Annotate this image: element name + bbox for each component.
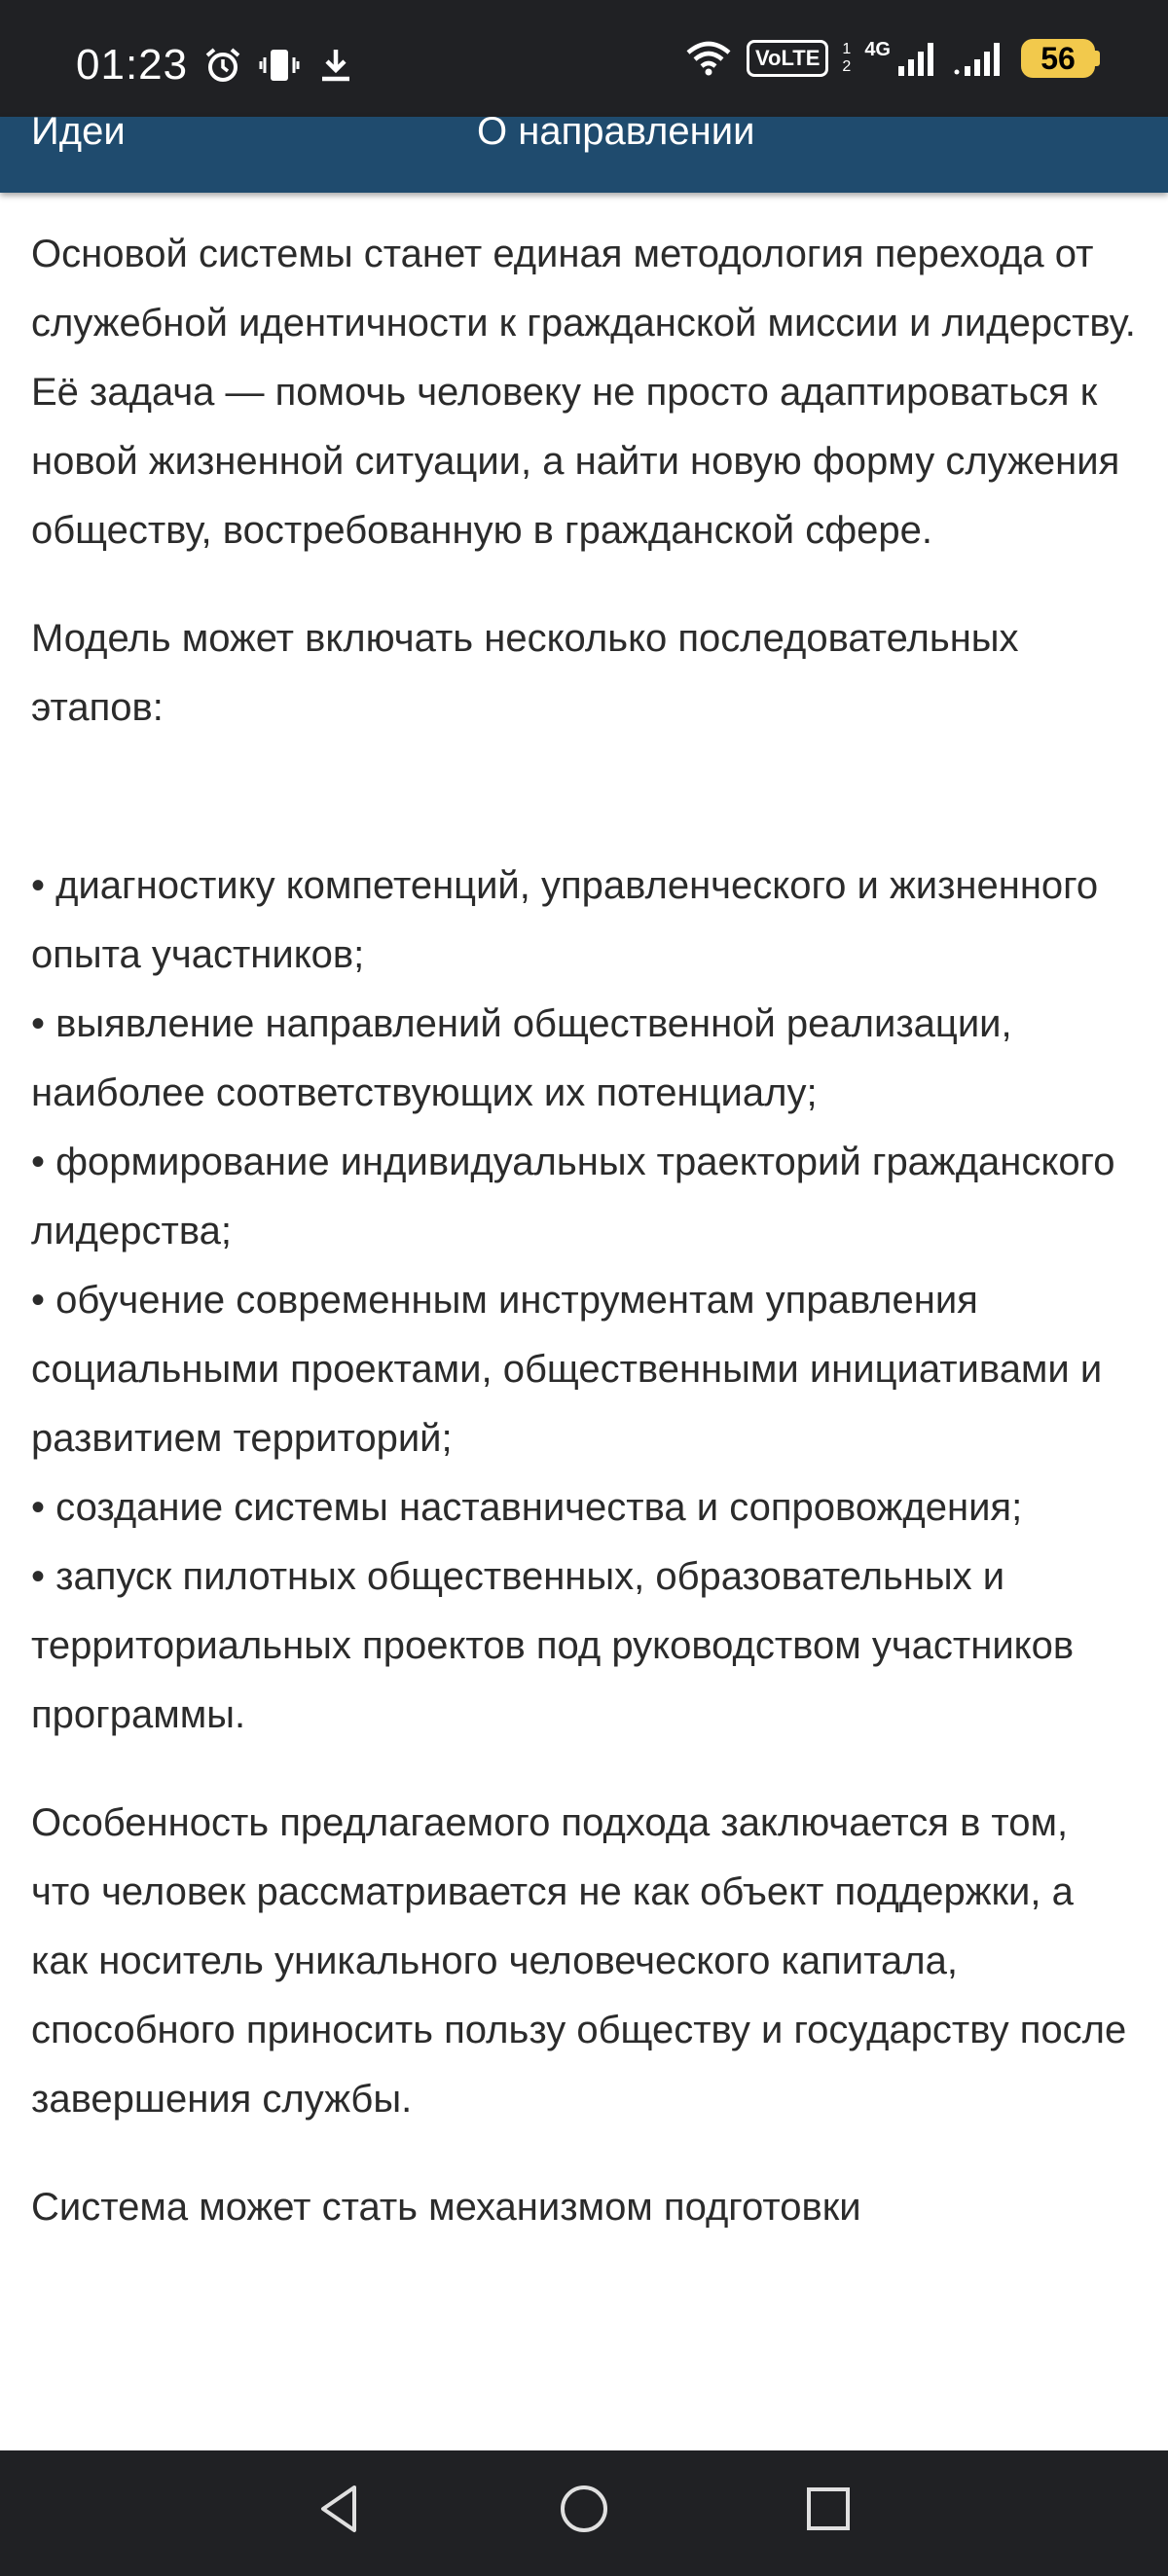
navigation-bar bbox=[0, 2450, 1168, 2576]
status-left bbox=[76, 41, 355, 90]
sim-number-2: 2 bbox=[842, 58, 852, 75]
article-content bbox=[31, 220, 1137, 2449]
recents-icon[interactable] bbox=[801, 2480, 856, 2543]
battery-level: 56 bbox=[1021, 39, 1095, 78]
list-item: • диагностику компетенций, управленческого и жизненного опыта участников; bbox=[31, 864, 1099, 976]
signal-icon-2 bbox=[953, 39, 1007, 78]
blank-line bbox=[31, 781, 1137, 852]
battery-icon bbox=[1021, 39, 1100, 78]
network-type: 4G bbox=[864, 38, 891, 60]
alarm-icon bbox=[203, 46, 242, 85]
paragraph-model-stages: Модель может включать несколько последовательных этапов: bbox=[31, 617, 1019, 729]
paragraph-approach: Особенность предлагаемого подхода заключается в том, что человек рассматривается не как объект поддержки, а как носитель уникального человеческого капитала, способного приносить пользу обществу и государству после завершения службы. bbox=[31, 1801, 1127, 2121]
tab-ideas[interactable]: Идеи bbox=[31, 117, 126, 153]
download-icon bbox=[316, 46, 355, 85]
vibrate-icon bbox=[258, 46, 301, 85]
list-item: • запуск пилотных общественных, образовательных и территориальных проектов под руководством участников программы. bbox=[31, 1555, 1075, 1736]
stage-list bbox=[31, 852, 1137, 1750]
list-item: • выявление направлений общественной реализации, наиболее соответствующих их потенциалу; bbox=[31, 1002, 1012, 1114]
status-right bbox=[684, 39, 1100, 78]
volte-badge: VoLTE bbox=[747, 40, 828, 77]
app-bar bbox=[0, 117, 1168, 193]
sim-number-1: 1 bbox=[842, 41, 852, 57]
tab-about[interactable]: О направлении bbox=[477, 117, 755, 153]
list-item: • формирование индивидуальных траекторий гражданского лидерства; bbox=[31, 1141, 1115, 1252]
wifi-icon bbox=[684, 39, 733, 78]
sim-numbers bbox=[842, 41, 851, 76]
list-item: • обучение современным инструментам управления социальными проектами, общественными инициативами и развитием территорий; bbox=[31, 1279, 1103, 1460]
paragraph-methodology: Основой системы станет единая методология перехода от служебной идентичности к гражданской миссии и лидерству. Её задача — помочь человеку не просто адаптироваться к новой жизненной ситуации, а найти новую форму служения обществу, востребованную в гражданской сфере. bbox=[31, 233, 1136, 552]
list-item: • создание системы наставничества и сопровождения; bbox=[31, 1486, 1023, 1529]
paragraph-mechanism: Система может стать механизмом подготовки bbox=[31, 2186, 861, 2229]
status-bar bbox=[0, 0, 1168, 117]
status-time: 01:23 bbox=[76, 41, 189, 89]
signal-icon bbox=[896, 39, 939, 78]
home-icon[interactable] bbox=[557, 2480, 611, 2543]
back-icon[interactable] bbox=[311, 2480, 370, 2543]
